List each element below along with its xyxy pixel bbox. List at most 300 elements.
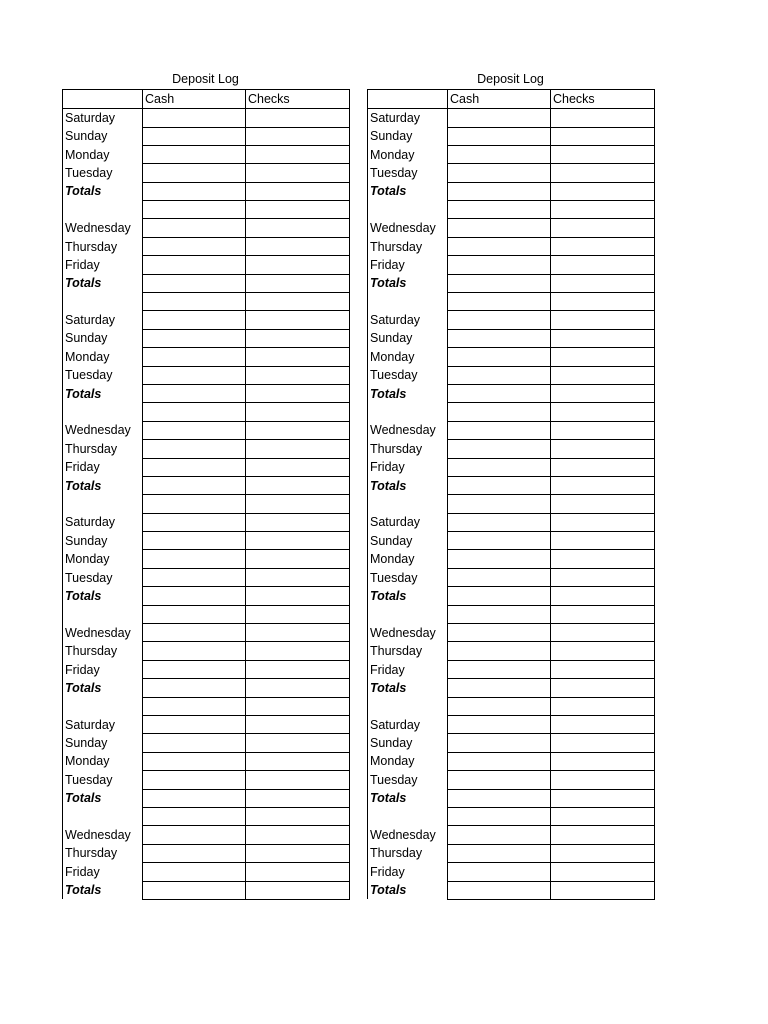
day-label: Sunday	[63, 127, 143, 145]
table-row	[63, 237, 350, 255]
cash-cell[interactable]	[448, 863, 551, 881]
table-row	[368, 109, 655, 128]
cash-cell[interactable]	[448, 458, 551, 476]
checks-cell[interactable]	[551, 660, 655, 678]
checks-cell[interactable]	[551, 366, 655, 384]
cash-cell[interactable]	[143, 403, 246, 421]
cash-cell[interactable]	[143, 127, 246, 145]
day-label: Friday	[63, 863, 143, 881]
deposit-table	[367, 89, 655, 900]
checks-cell[interactable]	[246, 293, 350, 311]
checks-cell[interactable]	[246, 403, 350, 421]
cash-cell[interactable]	[143, 771, 246, 789]
day-label	[368, 605, 448, 623]
checks-cell[interactable]	[551, 274, 655, 292]
table-row	[63, 476, 350, 494]
cash-cell[interactable]	[448, 201, 551, 219]
day-label: Sunday	[368, 734, 448, 752]
checks-cell[interactable]	[246, 164, 350, 182]
checks-cell[interactable]	[246, 201, 350, 219]
checks-cell[interactable]	[246, 329, 350, 347]
cash-cell[interactable]	[143, 384, 246, 402]
cash-cell[interactable]	[143, 421, 246, 439]
checks-cell[interactable]	[551, 127, 655, 145]
totals-label: Totals	[63, 476, 143, 494]
cash-cell[interactable]	[143, 164, 246, 182]
checks-cell[interactable]	[551, 789, 655, 807]
cash-cell[interactable]	[448, 642, 551, 660]
totals-label: Totals	[368, 881, 448, 899]
cash-cell[interactable]	[448, 826, 551, 844]
day-label: Sunday	[368, 329, 448, 347]
checks-cell[interactable]	[246, 384, 350, 402]
day-label: Saturday	[63, 513, 143, 531]
table-row	[368, 752, 655, 770]
day-label: Tuesday	[63, 366, 143, 384]
day-label: Monday	[63, 145, 143, 163]
cash-cell[interactable]	[448, 532, 551, 550]
day-label	[63, 403, 143, 421]
day-label: Tuesday	[63, 568, 143, 586]
totals-label: Totals	[63, 384, 143, 402]
cash-cell[interactable]	[448, 844, 551, 862]
cash-cell[interactable]	[143, 697, 246, 715]
day-label: Sunday	[368, 127, 448, 145]
checks-cell[interactable]	[246, 495, 350, 513]
day-label: Friday	[63, 660, 143, 678]
cash-cell[interactable]	[448, 145, 551, 163]
checks-cell[interactable]	[551, 109, 655, 128]
table-row	[63, 513, 350, 531]
table-row	[368, 495, 655, 513]
checks-cell[interactable]	[551, 532, 655, 550]
checks-cell[interactable]	[246, 624, 350, 642]
table-row	[63, 329, 350, 347]
checks-cell[interactable]	[551, 697, 655, 715]
day-label: Tuesday	[63, 771, 143, 789]
table-row	[63, 826, 350, 844]
checks-cell[interactable]	[246, 476, 350, 494]
cash-cell[interactable]	[448, 256, 551, 274]
table-row	[63, 182, 350, 200]
checks-cell[interactable]	[246, 716, 350, 734]
checks-cell[interactable]	[246, 145, 350, 163]
day-label: Thursday	[63, 642, 143, 660]
day-label: Monday	[368, 145, 448, 163]
checks-cell[interactable]	[551, 587, 655, 605]
day-label: Friday	[368, 256, 448, 274]
log-title: Deposit Log	[172, 72, 239, 86]
checks-cell[interactable]	[551, 568, 655, 586]
cash-cell[interactable]	[448, 476, 551, 494]
table-row	[63, 752, 350, 770]
checks-cell[interactable]	[551, 844, 655, 862]
totals-label: Totals	[63, 789, 143, 807]
checks-cell[interactable]	[246, 311, 350, 329]
table-row	[368, 881, 655, 899]
day-label	[63, 293, 143, 311]
table-row	[368, 476, 655, 494]
checks-cell[interactable]	[551, 807, 655, 825]
checks-cell[interactable]	[551, 329, 655, 347]
table-row	[368, 348, 655, 366]
cash-cell[interactable]	[143, 440, 246, 458]
cash-cell[interactable]	[143, 293, 246, 311]
cash-cell[interactable]	[448, 624, 551, 642]
table-row	[63, 274, 350, 292]
cash-cell[interactable]	[448, 384, 551, 402]
day-label: Wednesday	[63, 624, 143, 642]
day-label: Friday	[63, 458, 143, 476]
checks-cell[interactable]	[551, 495, 655, 513]
cash-cell[interactable]	[143, 237, 246, 255]
day-label: Saturday	[63, 716, 143, 734]
cash-cell[interactable]	[143, 109, 246, 128]
table-body	[368, 90, 655, 900]
checks-cell[interactable]	[551, 513, 655, 531]
cash-cell[interactable]	[448, 348, 551, 366]
day-label	[368, 403, 448, 421]
cash-cell[interactable]	[448, 697, 551, 715]
day-label: Thursday	[368, 237, 448, 255]
cash-cell[interactable]	[143, 182, 246, 200]
table-row	[63, 807, 350, 825]
checks-cell[interactable]	[246, 182, 350, 200]
checks-cell[interactable]	[246, 863, 350, 881]
checks-cell[interactable]	[551, 624, 655, 642]
checks-cell[interactable]	[246, 532, 350, 550]
checks-cell[interactable]	[551, 384, 655, 402]
cash-cell[interactable]	[143, 844, 246, 862]
totals-label: Totals	[63, 274, 143, 292]
checks-cell[interactable]	[246, 679, 350, 697]
table-row	[63, 771, 350, 789]
cash-cell[interactable]	[448, 716, 551, 734]
cash-cell[interactable]	[448, 293, 551, 311]
day-label: Wednesday	[63, 826, 143, 844]
totals-label: Totals	[368, 587, 448, 605]
cash-cell[interactable]	[448, 771, 551, 789]
header-row	[63, 90, 350, 109]
checks-cell[interactable]	[246, 771, 350, 789]
cash-cell[interactable]	[448, 329, 551, 347]
checks-cell[interactable]	[246, 807, 350, 825]
table-row	[63, 256, 350, 274]
day-label: Tuesday	[63, 164, 143, 182]
table-row	[63, 550, 350, 568]
cash-cell[interactable]	[143, 219, 246, 237]
table-row	[368, 532, 655, 550]
cash-cell[interactable]	[448, 789, 551, 807]
table-row	[368, 624, 655, 642]
checks-cell[interactable]	[551, 348, 655, 366]
checks-cell[interactable]	[246, 127, 350, 145]
totals-label: Totals	[368, 476, 448, 494]
table-row	[63, 384, 350, 402]
cash-cell[interactable]	[448, 164, 551, 182]
checks-cell[interactable]	[551, 293, 655, 311]
table-row	[368, 807, 655, 825]
table-row	[368, 863, 655, 881]
checks-cell[interactable]	[246, 237, 350, 255]
table-row	[368, 679, 655, 697]
cash-cell[interactable]	[143, 789, 246, 807]
cash-cell[interactable]	[143, 495, 246, 513]
checks-cell[interactable]	[551, 421, 655, 439]
cash-cell[interactable]	[143, 458, 246, 476]
cash-cell[interactable]	[143, 329, 246, 347]
cash-cell[interactable]	[143, 476, 246, 494]
checks-cell[interactable]	[246, 881, 350, 899]
checks-cell[interactable]	[551, 256, 655, 274]
table-row	[63, 421, 350, 439]
checks-cell[interactable]	[246, 348, 350, 366]
cash-cell[interactable]	[448, 679, 551, 697]
table-row	[63, 587, 350, 605]
table-row	[63, 734, 350, 752]
cash-cell[interactable]	[448, 219, 551, 237]
table-row	[63, 311, 350, 329]
cash-cell[interactable]	[448, 734, 551, 752]
day-label: Sunday	[63, 329, 143, 347]
deposit-log-left	[62, 70, 349, 900]
day-label	[368, 201, 448, 219]
day-label	[368, 697, 448, 715]
cash-cell[interactable]	[448, 495, 551, 513]
cash-cell[interactable]	[143, 274, 246, 292]
checks-cell[interactable]	[551, 771, 655, 789]
checks-cell[interactable]	[246, 366, 350, 384]
day-label: Friday	[63, 256, 143, 274]
cash-cell[interactable]	[143, 145, 246, 163]
table-row	[368, 403, 655, 421]
cash-cell[interactable]	[143, 679, 246, 697]
cash-cell[interactable]	[143, 201, 246, 219]
cash-cell[interactable]	[143, 863, 246, 881]
table-row	[63, 109, 350, 128]
cash-cell[interactable]	[143, 532, 246, 550]
day-label: Friday	[368, 660, 448, 678]
cash-cell[interactable]	[143, 348, 246, 366]
cash-cell[interactable]	[143, 734, 246, 752]
table-row	[368, 844, 655, 862]
checks-cell[interactable]	[551, 734, 655, 752]
table-row	[368, 127, 655, 145]
cash-cell[interactable]	[448, 403, 551, 421]
checks-cell[interactable]	[246, 789, 350, 807]
day-label: Sunday	[368, 532, 448, 550]
checks-cell[interactable]	[551, 476, 655, 494]
checks-cell[interactable]	[551, 642, 655, 660]
checks-cell[interactable]	[246, 734, 350, 752]
checks-cell[interactable]	[246, 219, 350, 237]
day-label: Thursday	[368, 440, 448, 458]
checks-cell[interactable]	[246, 550, 350, 568]
day-label	[368, 495, 448, 513]
day-label: Friday	[368, 458, 448, 476]
table-row	[63, 660, 350, 678]
cash-cell[interactable]	[143, 568, 246, 586]
cash-cell[interactable]	[448, 274, 551, 292]
checks-cell[interactable]	[551, 605, 655, 623]
cash-cell[interactable]	[448, 311, 551, 329]
checks-cell[interactable]	[551, 716, 655, 734]
table-row	[63, 716, 350, 734]
day-label: Saturday	[63, 311, 143, 329]
cash-cell[interactable]	[448, 605, 551, 623]
cash-cell[interactable]	[448, 421, 551, 439]
checks-cell[interactable]	[246, 440, 350, 458]
cash-cell[interactable]	[143, 881, 246, 899]
checks-cell[interactable]	[551, 145, 655, 163]
checks-cell[interactable]	[551, 679, 655, 697]
checks-cell[interactable]	[551, 164, 655, 182]
checks-cell[interactable]	[246, 568, 350, 586]
checks-cell[interactable]	[246, 513, 350, 531]
cash-cell[interactable]	[448, 127, 551, 145]
checks-cell[interactable]	[551, 826, 655, 844]
checks-cell[interactable]	[246, 458, 350, 476]
totals-label: Totals	[368, 679, 448, 697]
checks-cell[interactable]	[551, 881, 655, 899]
cash-cell[interactable]	[143, 366, 246, 384]
checks-cell[interactable]	[551, 219, 655, 237]
table-row	[368, 734, 655, 752]
checks-cell[interactable]	[246, 274, 350, 292]
day-label: Monday	[368, 752, 448, 770]
checks-cell[interactable]	[551, 440, 655, 458]
table-row	[63, 145, 350, 163]
table-row	[63, 863, 350, 881]
checks-cell[interactable]	[246, 844, 350, 862]
day-label: Wednesday	[368, 826, 448, 844]
day-label	[368, 293, 448, 311]
table-row	[368, 642, 655, 660]
cash-cell[interactable]	[143, 660, 246, 678]
table-row	[63, 642, 350, 660]
day-label: Thursday	[63, 440, 143, 458]
checks-cell[interactable]	[551, 403, 655, 421]
cash-cell[interactable]	[448, 109, 551, 128]
table-body	[63, 90, 350, 900]
cash-cell[interactable]	[143, 807, 246, 825]
cash-cell[interactable]	[448, 807, 551, 825]
cash-cell[interactable]	[448, 366, 551, 384]
table-row	[368, 421, 655, 439]
checks-cell[interactable]	[246, 256, 350, 274]
cash-cell[interactable]	[448, 440, 551, 458]
checks-cell[interactable]	[551, 201, 655, 219]
checks-cell[interactable]	[246, 109, 350, 128]
checks-cell[interactable]	[551, 182, 655, 200]
day-label: Wednesday	[63, 421, 143, 439]
table-row	[63, 348, 350, 366]
day-label: Thursday	[63, 844, 143, 862]
checks-cell[interactable]	[551, 863, 655, 881]
table-row	[368, 458, 655, 476]
header-cash: Cash	[448, 90, 551, 109]
day-label: Saturday	[368, 513, 448, 531]
header-cash: Cash	[143, 90, 246, 109]
cash-cell[interactable]	[448, 660, 551, 678]
checks-cell[interactable]	[551, 458, 655, 476]
checks-cell[interactable]	[551, 311, 655, 329]
table-row	[368, 826, 655, 844]
cash-cell[interactable]	[448, 237, 551, 255]
table-row	[63, 403, 350, 421]
totals-label: Totals	[368, 274, 448, 292]
table-row	[63, 679, 350, 697]
cash-cell[interactable]	[448, 513, 551, 531]
cash-cell[interactable]	[448, 752, 551, 770]
table-row	[368, 789, 655, 807]
checks-cell[interactable]	[551, 237, 655, 255]
checks-cell[interactable]	[551, 752, 655, 770]
day-label	[63, 605, 143, 623]
cash-cell[interactable]	[143, 513, 246, 531]
checks-cell[interactable]	[551, 550, 655, 568]
day-label: Wednesday	[63, 219, 143, 237]
table-row	[368, 440, 655, 458]
day-label: Monday	[63, 348, 143, 366]
cash-cell[interactable]	[143, 752, 246, 770]
cash-cell[interactable]	[143, 311, 246, 329]
table-row	[368, 716, 655, 734]
table-row	[368, 145, 655, 163]
cash-cell[interactable]	[143, 716, 246, 734]
day-label: Saturday	[63, 109, 143, 128]
totals-label: Totals	[368, 384, 448, 402]
table-row	[63, 568, 350, 586]
checks-cell[interactable]	[246, 660, 350, 678]
cash-cell[interactable]	[448, 550, 551, 568]
cash-cell[interactable]	[143, 826, 246, 844]
cash-cell[interactable]	[143, 550, 246, 568]
table-row	[63, 789, 350, 807]
cash-cell[interactable]	[448, 182, 551, 200]
cash-cell[interactable]	[143, 256, 246, 274]
checks-cell[interactable]	[246, 587, 350, 605]
checks-cell[interactable]	[246, 605, 350, 623]
day-label: Thursday	[368, 642, 448, 660]
checks-cell[interactable]	[246, 421, 350, 439]
cash-cell[interactable]	[143, 605, 246, 623]
table-row	[368, 293, 655, 311]
table-row	[368, 771, 655, 789]
checks-cell[interactable]	[246, 826, 350, 844]
day-label: Monday	[368, 348, 448, 366]
day-label: Wednesday	[368, 624, 448, 642]
cash-cell[interactable]	[448, 881, 551, 899]
day-label	[63, 807, 143, 825]
day-label: Monday	[63, 550, 143, 568]
totals-label: Totals	[63, 587, 143, 605]
checks-cell[interactable]	[246, 697, 350, 715]
table-row	[368, 201, 655, 219]
cash-cell[interactable]	[143, 624, 246, 642]
log-title: Deposit Log	[477, 72, 544, 86]
cash-cell[interactable]	[448, 587, 551, 605]
table-row	[368, 697, 655, 715]
cash-cell[interactable]	[143, 587, 246, 605]
table-row	[63, 458, 350, 476]
cash-cell[interactable]	[448, 568, 551, 586]
checks-cell[interactable]	[246, 752, 350, 770]
day-label: Friday	[368, 863, 448, 881]
checks-cell[interactable]	[246, 642, 350, 660]
table-row	[63, 495, 350, 513]
cash-cell[interactable]	[143, 642, 246, 660]
